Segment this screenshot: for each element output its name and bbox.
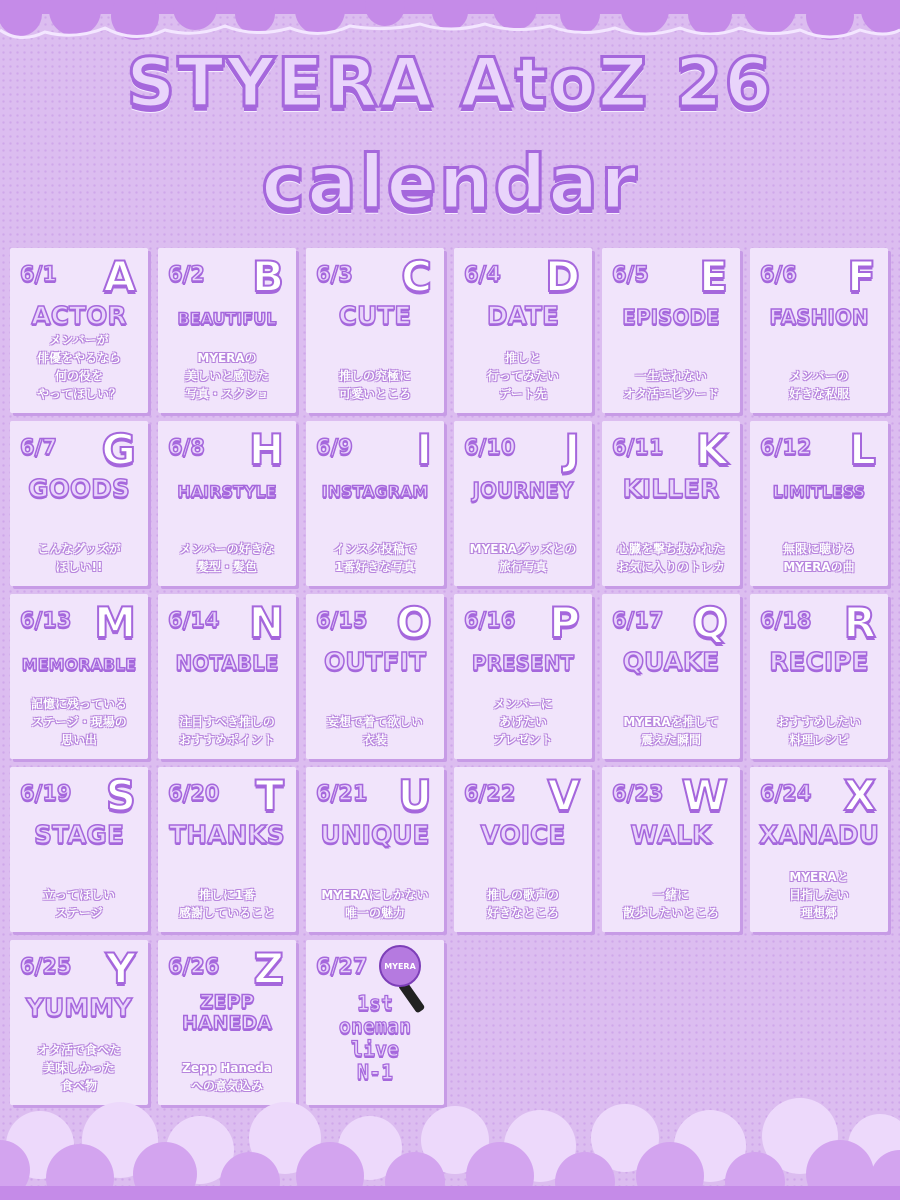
card-description: 推しに1番 感謝していること xyxy=(178,888,275,920)
card-date: 6/6 xyxy=(760,262,797,286)
card-description: 記憶に残っている ステージ・現場の 思い出 xyxy=(30,697,127,747)
card-word: OUTFIT xyxy=(323,647,427,676)
card-letter: N xyxy=(248,598,284,647)
card-letter: C xyxy=(401,252,432,301)
card-description: 推しの究極に 可愛いところ xyxy=(338,369,411,401)
calendar-card xyxy=(750,248,888,413)
card-date: 6/5 xyxy=(612,262,649,286)
card-description: 注目すべき推しの おすすめポイント xyxy=(178,715,276,747)
card-description: MYERAを推して 震えた瞬間 xyxy=(623,715,719,747)
card-description: 推しと 行ってみたい デート先 xyxy=(486,351,559,401)
card-date: 6/4 xyxy=(464,262,501,286)
card-description: MYERAにしかない 唯一の魅力 xyxy=(321,888,429,920)
calendar-card xyxy=(602,248,740,413)
card-letter: K xyxy=(695,425,728,474)
calendar-card xyxy=(158,767,296,932)
card-letter: E xyxy=(699,252,728,301)
card-word: HAIRSTYLE xyxy=(177,482,277,501)
calendar-card xyxy=(454,594,592,759)
lightstick-label: MYERA xyxy=(384,962,416,971)
calendar-card xyxy=(10,248,148,413)
card-date: 6/12 xyxy=(760,435,812,459)
card-date: 6/18 xyxy=(760,608,812,632)
card-letter: Z xyxy=(253,944,284,993)
card-description: インスタ投稿で 1番好きな写真 xyxy=(333,542,417,574)
card-date: 6/9 xyxy=(316,435,353,459)
card-letter: I xyxy=(416,425,432,474)
card-word: STAGE xyxy=(33,820,125,849)
card-date: 6/15 xyxy=(316,608,368,632)
card-date: 6/16 xyxy=(464,608,516,632)
card-date: 6/11 xyxy=(612,435,664,459)
card-description: MYERAと 目指したい 理想郷 xyxy=(788,870,849,920)
card-date: 6/26 xyxy=(168,954,220,978)
card-word: CUTE xyxy=(338,301,412,330)
calendar-card xyxy=(750,594,888,759)
card-word: THANKS xyxy=(169,820,285,849)
calendar-grid xyxy=(10,248,890,1105)
card-description: 無限に聴ける MYERAの曲 xyxy=(782,542,855,574)
card-description: 一生忘れない オタ活エピソード xyxy=(622,369,719,401)
card-date: 6/7 xyxy=(20,435,57,459)
card-word: XANADU xyxy=(759,820,879,849)
card-letter: T xyxy=(255,771,284,820)
calendar-card xyxy=(10,767,148,932)
card-word: QUAKE xyxy=(622,647,720,676)
card-letter: A xyxy=(103,252,136,301)
card-description: MYERAグッズとの 旅行写真 xyxy=(469,542,577,574)
card-word: NOTABLE xyxy=(175,651,279,675)
card-word: ACTOR xyxy=(31,301,127,330)
calendar-card xyxy=(158,940,296,1105)
calendar-card xyxy=(602,421,740,586)
card-word: UNIQUE xyxy=(320,820,430,849)
card-date: 6/10 xyxy=(464,435,516,459)
card-description: 妄想で着て欲しい 衣装 xyxy=(326,715,423,747)
card-letter: J xyxy=(564,425,580,474)
card-letter: Q xyxy=(692,598,728,647)
card-date: 6/20 xyxy=(168,781,220,805)
calendar-card xyxy=(306,594,444,759)
card-description: メンバーに あげたい プレゼント xyxy=(493,697,553,747)
calendar-card xyxy=(602,767,740,932)
card-word: INSTAGRAM xyxy=(321,482,429,501)
calendar-card xyxy=(602,594,740,759)
calendar-card xyxy=(10,421,148,586)
card-letter: B xyxy=(251,252,284,301)
card-description: メンバーが 俳優をやるなら 何の役を やってほしい？ xyxy=(36,333,121,401)
card-letter: L xyxy=(849,425,876,474)
card-word: LIMITLESS xyxy=(772,482,866,501)
calendar-card xyxy=(750,421,888,586)
card-letter: G xyxy=(101,425,136,474)
calendar-card xyxy=(158,594,296,759)
card-description: 推しの歌声の 好きなところ xyxy=(486,888,559,920)
calendar-card xyxy=(306,940,444,1105)
card-special-text: 1st oneman live N-1 xyxy=(338,991,412,1084)
card-letter: F xyxy=(847,252,876,301)
cloud-border-bottom xyxy=(0,1090,900,1200)
card-letter: U xyxy=(397,771,432,820)
card-word: EPISODE xyxy=(622,305,720,329)
card-date: 6/21 xyxy=(316,781,368,805)
card-word: YUMMY xyxy=(25,993,133,1022)
card-date: 6/8 xyxy=(168,435,205,459)
calendar-card xyxy=(10,940,148,1105)
card-date: 6/27 xyxy=(316,954,368,978)
card-word: JOURNEY xyxy=(472,478,574,502)
calendar-card xyxy=(158,248,296,413)
card-date: 6/22 xyxy=(464,781,516,805)
card-letter: D xyxy=(545,252,580,301)
card-description: MYERAの 美しいと感じた 写真・スクショ xyxy=(184,351,269,401)
card-letter: P xyxy=(549,598,580,647)
card-letter: W xyxy=(681,771,728,820)
card-letter: O xyxy=(396,598,432,647)
calendar-card xyxy=(306,421,444,586)
card-word: VOICE xyxy=(480,820,566,849)
card-letter: M xyxy=(94,598,136,647)
card-date: 6/25 xyxy=(20,954,72,978)
calendar-card xyxy=(454,421,592,586)
card-date: 6/3 xyxy=(316,262,353,286)
calendar-card xyxy=(454,248,592,413)
card-letter: R xyxy=(843,598,876,647)
card-description: オタ活で食べた 美味しかった 食べ物 xyxy=(36,1043,121,1093)
card-word: KILLER xyxy=(622,474,720,503)
card-word: BEAUTIFUL xyxy=(177,309,277,328)
page-title: STYERA AtoZ 26 xyxy=(126,44,774,123)
card-word: RECIPE xyxy=(769,647,869,676)
card-word: GOODS xyxy=(28,474,130,503)
card-description: 一緒に 散歩したいところ xyxy=(622,888,719,920)
calendar-card xyxy=(454,767,592,932)
card-date: 6/24 xyxy=(760,781,812,805)
card-description: 心臓を撃ち抜かれた お気に入りのトレカ xyxy=(616,542,725,574)
calendar-card xyxy=(10,594,148,759)
card-date: 6/1 xyxy=(20,262,57,286)
card-date: 6/2 xyxy=(168,262,205,286)
card-description: メンバーの 好きな私服 xyxy=(788,369,849,401)
card-word: DATE xyxy=(486,301,560,330)
card-date: 6/14 xyxy=(168,608,220,632)
card-description: Zepp Haneda への意気込み xyxy=(182,1061,272,1093)
card-word: ZEPP HANEDA xyxy=(182,991,272,1034)
calendar-card xyxy=(306,248,444,413)
card-description: 立ってほしい ステージ xyxy=(42,888,115,920)
card-description: こんなグッズが ほしい!! xyxy=(37,542,121,574)
card-word: MEMORABLE xyxy=(21,655,137,674)
card-description: おすすめしたい 料理レシピ xyxy=(776,715,862,747)
lightstick-icon xyxy=(376,944,438,1016)
card-letter: H xyxy=(248,425,284,474)
calendar-card xyxy=(750,767,888,932)
card-date: 6/23 xyxy=(612,781,664,805)
card-letter: V xyxy=(547,771,580,820)
card-word: PRESENT xyxy=(471,651,575,675)
calendar-card xyxy=(306,767,444,932)
card-date: 6/13 xyxy=(20,608,72,632)
card-letter: S xyxy=(105,771,136,820)
card-letter: Y xyxy=(105,944,136,993)
card-letter: X xyxy=(843,771,876,820)
card-description: メンバーの好きな 髪型・髪色 xyxy=(179,542,275,574)
card-date: 6/19 xyxy=(20,781,72,805)
card-word: FASHION xyxy=(769,305,869,329)
card-date: 6/17 xyxy=(612,608,664,632)
card-word: WALK xyxy=(630,820,712,849)
calendar-card xyxy=(158,421,296,586)
page-subtitle: calendar xyxy=(261,140,639,226)
